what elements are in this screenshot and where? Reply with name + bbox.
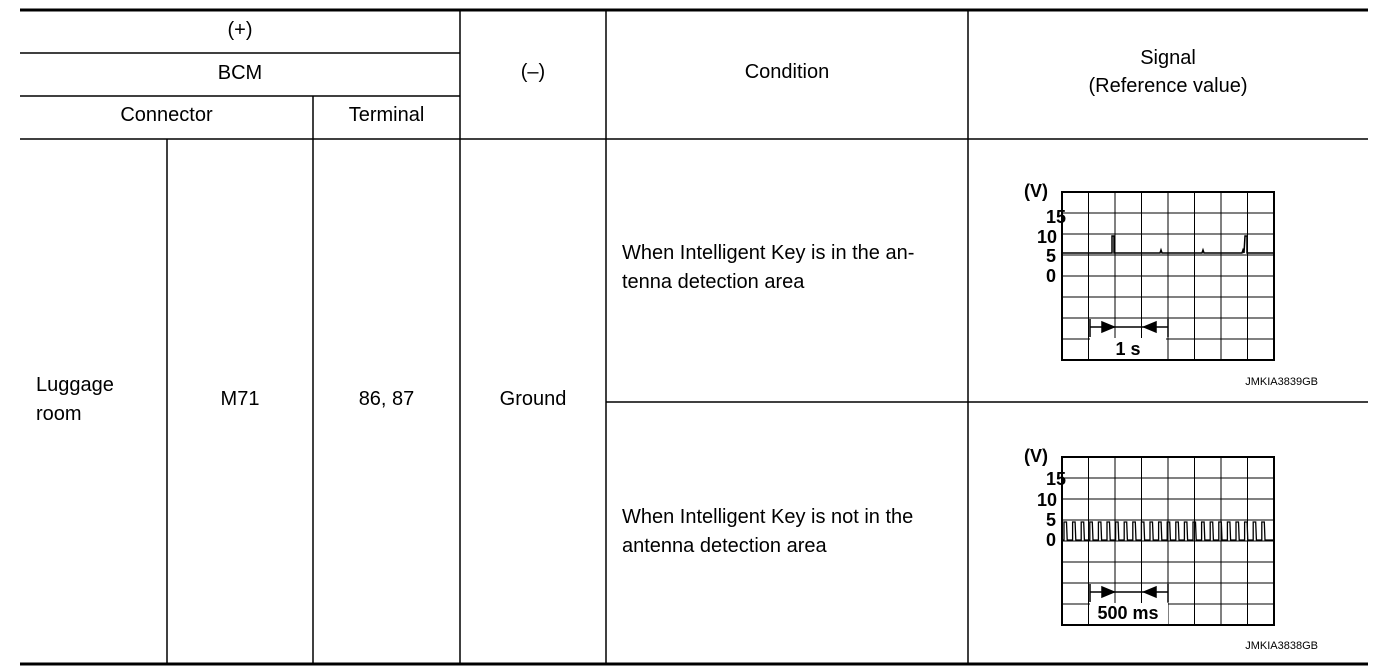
scope-1-y15: 15 xyxy=(1046,207,1067,227)
scope-1-y10: 10 xyxy=(1037,227,1058,247)
ground-value: Ground xyxy=(499,388,567,410)
scope-2-unit: (V) xyxy=(1024,446,1048,466)
scope-1 xyxy=(1020,180,1320,395)
scope-2-y5: 5 xyxy=(1046,510,1057,530)
condition-1-line2: tenna detection area xyxy=(622,271,805,293)
scope-1-time-label: 1 s xyxy=(1115,339,1141,359)
scope-1-figure-id: JMKIA3839GB xyxy=(1245,376,1318,388)
header-plus: (+) xyxy=(227,19,253,41)
scope-2-time-label: 500 ms xyxy=(1097,603,1159,623)
condition-2-line1: When Intelligent Key is not in the xyxy=(622,506,914,528)
connector-value: M71 xyxy=(220,388,260,410)
header-minus: (–) xyxy=(520,61,546,83)
scope-2-y15: 15 xyxy=(1046,469,1067,489)
condition-2-line2: antenna detection area xyxy=(622,535,827,557)
scope-1-unit: (V) xyxy=(1024,181,1048,201)
location-line2: room xyxy=(36,403,82,425)
scope-2 xyxy=(1020,443,1320,658)
scope-2-y10: 10 xyxy=(1037,490,1058,510)
location-line1: Luggage xyxy=(36,374,114,396)
condition-1-line1: When Intelligent Key is in the an- xyxy=(622,242,915,264)
header-bcm: BCM xyxy=(217,62,263,84)
scope-2-figure-id: JMKIA3838GB xyxy=(1245,640,1318,652)
terminal-value: 86, 87 xyxy=(358,388,415,410)
scope-1-y5: 5 xyxy=(1046,246,1057,266)
header-signal-subtitle: (Reference value) xyxy=(1088,75,1248,97)
header-signal-title: Signal xyxy=(1140,47,1196,69)
header-connector: Connector xyxy=(120,104,213,126)
scope-2-y0: 0 xyxy=(1046,530,1057,550)
scope-1-y0: 0 xyxy=(1046,266,1057,286)
header-terminal: Terminal xyxy=(348,104,425,126)
header-condition: Condition xyxy=(744,61,830,83)
